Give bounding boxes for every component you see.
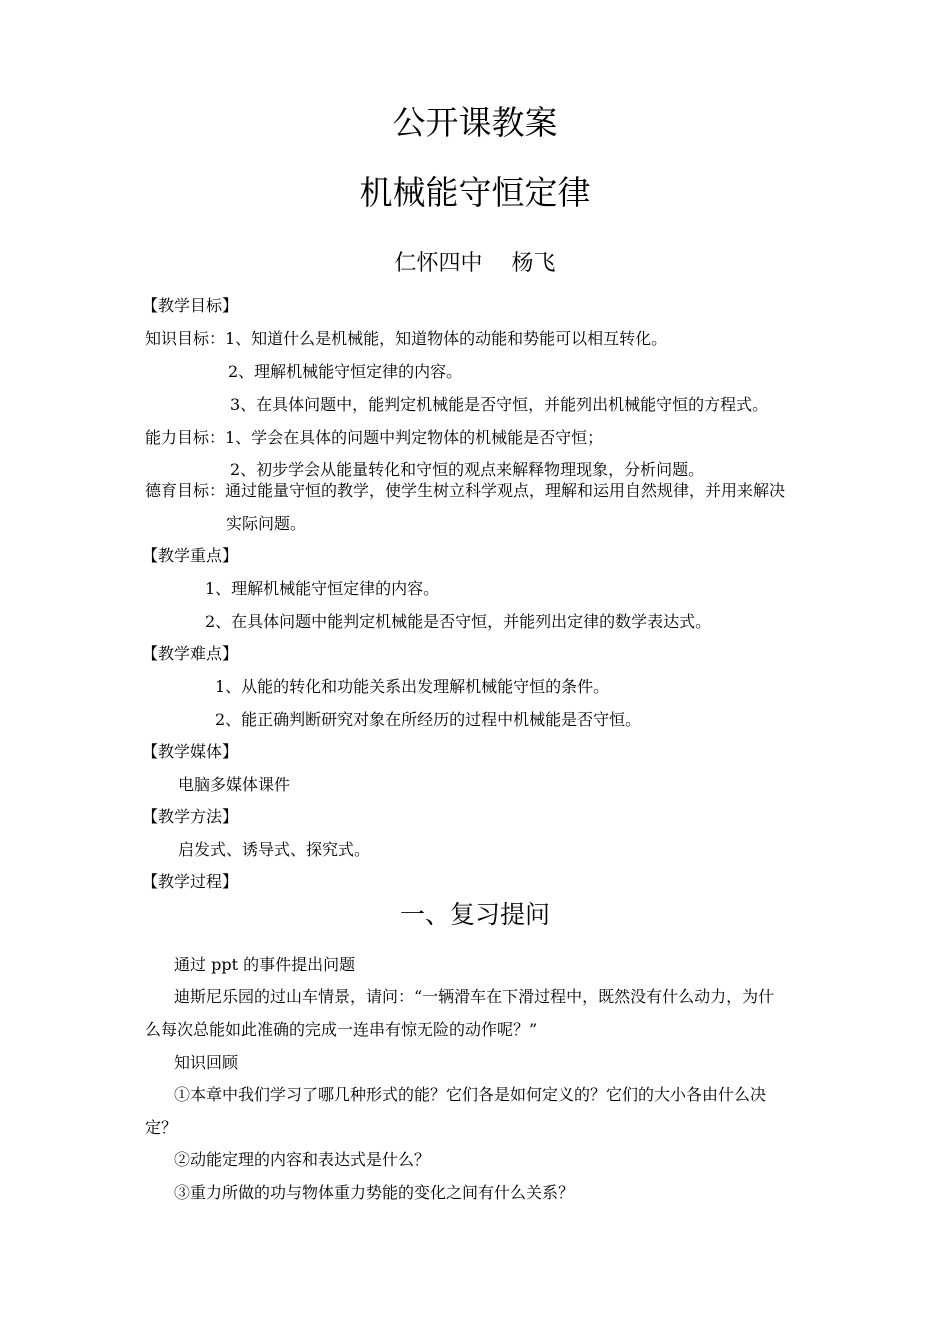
- difficulties-heading: 【教学难点】: [142, 644, 239, 663]
- methods-heading: 【教学方法】: [142, 807, 239, 826]
- review-question-1-line-2: 定？: [145, 1118, 178, 1137]
- section-title: 一、复习提问: [399, 900, 550, 929]
- methods-text: 启发式、诱导式、探究式。: [178, 840, 371, 859]
- media-heading: 【教学媒体】: [142, 742, 239, 761]
- difficulty-2: 2、能正确判断研究对象在所经历的过程中机械能是否守恒。: [215, 710, 642, 729]
- lesson-title: 机械能守恒定律: [359, 173, 591, 212]
- key-point-2: 2、在具体问题中能判定机械能是否守恒，并能列出定律的数学表达式。: [205, 612, 712, 631]
- moral-goal-1: 德育目标：通过能量守恒的教学，使学生树立科学观点，理解和运用自然规律，并用来解决: [145, 481, 786, 500]
- knowledge-review-label: 知识回顾: [174, 1053, 239, 1072]
- page-title: 公开课教案: [392, 103, 558, 142]
- difficulty-1: 1、从能的转化和功能关系出发理解机械能守恒的条件。: [215, 677, 610, 696]
- knowledge-goal-2: 2、理解机械能守恒定律的内容。: [228, 362, 463, 381]
- review-question-2: ②动能定理的内容和表达式是什么？: [174, 1150, 431, 1169]
- media-text: 电脑多媒体课件: [178, 775, 291, 794]
- process-heading: 【教学过程】: [142, 872, 239, 891]
- author-line: 仁怀四中 杨飞: [394, 251, 556, 276]
- knowledge-goal-3: 3、在具体问题中，能判定机械能是否守恒，并能列出机械能守恒的方程式。: [230, 395, 769, 414]
- process-paragraph-2-line-1: 迪斯尼乐园的过山车情景，请问：“一辆滑车在下滑过程中，既然没有什么动力，为什: [174, 987, 775, 1006]
- key-points-heading: 【教学重点】: [142, 546, 239, 565]
- knowledge-goal-1: 知识目标：1、知道什么是机械能，知道物体的动能和势能可以相互转化。: [145, 329, 668, 348]
- process-paragraph-1: 通过 ppt 的事件提出问题: [174, 955, 356, 974]
- review-question-3: ③重力所做的功与物体重力势能的变化之间有什么关系？: [174, 1183, 575, 1202]
- goals-heading: 【教学目标】: [142, 296, 239, 315]
- process-paragraph-2-line-2: 么每次总能如此准确的完成一连串有惊无险的动作呢？”: [145, 1020, 538, 1039]
- moral-goal-2: 实际问题。: [226, 514, 307, 533]
- review-question-1-line-1: ①本章中我们学习了哪几种形式的能？它们各是如何定义的？它们的大小各由什么决: [174, 1085, 767, 1104]
- key-point-1: 1、理解机械能守恒定律的内容。: [205, 579, 440, 598]
- ability-goal-2: 2、初步学会从能量转化和守恒的观点来解释物理现象，分析问题。: [230, 460, 705, 479]
- ability-goal-1: 能力目标：1、学会在具体的问题中判定物体的机械能是否守恒；: [145, 428, 604, 447]
